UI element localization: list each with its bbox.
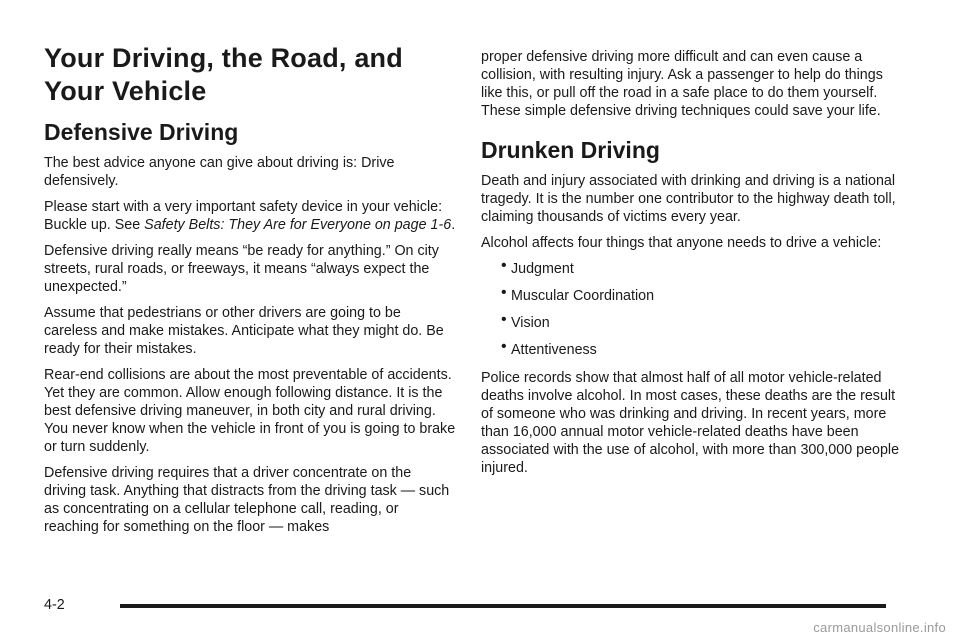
paragraph-buckle-up-text: Please start with a very important safety device in your vehicle: Buckle up. See — [44, 199, 443, 233]
section-heading-drunken-driving: Drunken Driving — [481, 137, 660, 163]
section-heading-defensive-driving: Defensive Driving — [44, 119, 239, 145]
bullet-icon: • — [501, 338, 507, 355]
cross-reference-link[interactable]: Safety Belts: They Are for Everyone on page 1-6 — [144, 217, 452, 233]
paragraph-buckle-up-end: . — [451, 217, 456, 233]
bullet-icon: • — [501, 284, 507, 301]
list-item: • Attentiveness — [501, 338, 597, 358]
paragraph-national-tragedy: Death and injury associated with drinking and driving is a national tragedy. It is the number one contributor to the highway death toll, claiming thousands of victims every year. — [481, 173, 896, 225]
paragraph-continued: proper defensive driving more difficult and can even cause a collision, with resulting injury. Ask a passenger to help do things like this, or pull off the road in a safe place to do them yourself. These simple defensive driving techniques could save your life. — [481, 49, 883, 119]
paragraph-best-advice: The best advice anyone can give about driving is: Drive defensively. — [44, 155, 395, 189]
paragraph-ready-for-anything: Defensive driving really means “be ready for anything.” On city streets, rural roads, or freeways, it means “always expect the unexpected.” — [44, 243, 439, 295]
bullet-icon: • — [501, 311, 507, 328]
list-item: • Muscular Coordination — [501, 284, 655, 304]
paragraph-buckle-up — [44, 198, 456, 234]
list-item: • Vision — [501, 311, 550, 331]
paragraph-concentrate: Defensive driving requires that a driver concentrate on the driving task. Anything that distracts from the driving task — such as concentrating on a cellular telephone call, reading, or reaching for something on the floor — makes — [44, 465, 450, 535]
right-column — [481, 48, 901, 485]
bullet-icon: • — [501, 257, 507, 274]
paragraph-alcohol-affects: Alcohol affects four things that anyone needs to drive a vehicle: — [481, 235, 882, 251]
watermark: carmanualsonline.info — [813, 620, 946, 635]
page-number: 4-2 — [44, 597, 65, 613]
paragraph-pedestrians: Assume that pedestrians or other drivers are going to be careless and make mistakes. Anticipate what they might do. Be ready for their mistakes. — [44, 305, 444, 357]
list-item: • Judgment — [501, 257, 574, 277]
page-title: Your Driving, the Road, and Your Vehicle — [44, 43, 403, 106]
left-column — [44, 42, 456, 544]
footer-divider — [120, 604, 886, 608]
alcohol-effects-list — [481, 257, 901, 359]
paragraph-rear-end: Rear-end collisions are about the most preventable of accidents. Yet they are common. Allow enough following distance. It is the best defensive driving maneuver, in both city and rural driving. You never know when the vehicle in front of you is going to brake or turn suddenly. — [44, 367, 456, 455]
paragraph-police-records: Police records show that almost half of all motor vehicle-related deaths involve alcohol. In most cases, these deaths are the result of someone who was drinking and driving. In recent years, more than 16,000 annual motor vehicle-related deaths have been associated with the use of alcohol, with more than 300,000 people injured. — [481, 370, 900, 476]
